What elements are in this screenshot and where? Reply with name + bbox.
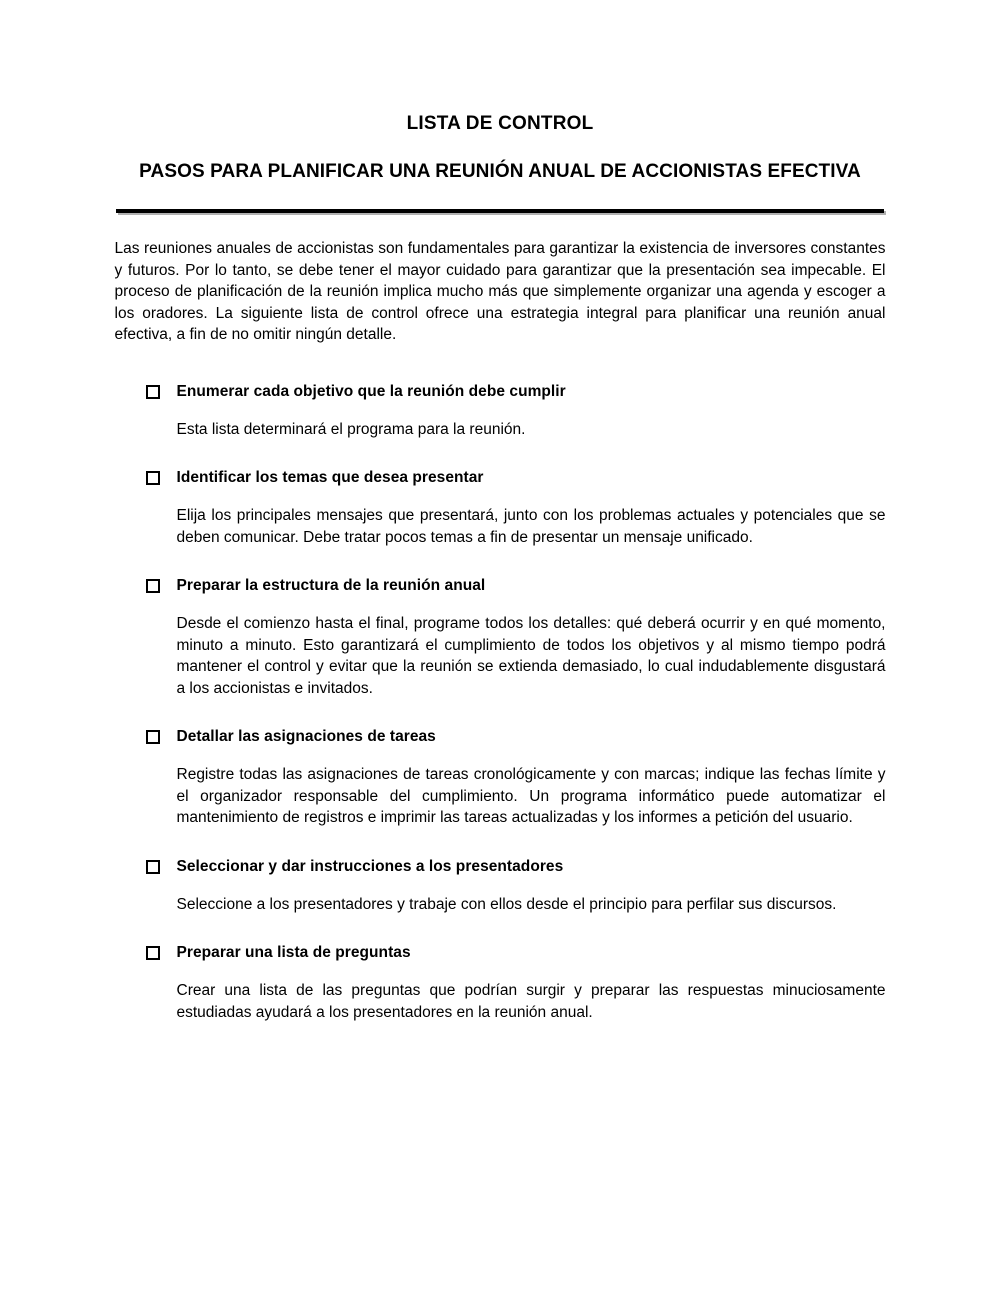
header-divider (116, 209, 884, 213)
checklist-item-heading: Identificar los temas que desea presentar (176, 469, 484, 486)
checkbox-icon[interactable] (146, 471, 160, 485)
page-title: LISTA DE CONTROL (406, 113, 594, 134)
checklist-item (115, 943, 886, 1023)
checklist-item-heading: Detallar las asignaciones de tareas (176, 728, 436, 745)
checkbox-icon[interactable] (146, 860, 160, 874)
checkbox-icon[interactable] (146, 730, 160, 744)
checklist-item-body: Crear una lista de las preguntas que podrían surgir y preparar las respuestas minuciosamente estudiadas ayudará a los presentadores en la reunión anual. (176, 982, 886, 1021)
checkbox-icon[interactable] (146, 946, 160, 960)
checklist-item-header[interactable] (115, 857, 886, 877)
checklist-item (115, 727, 886, 829)
title-block (0, 0, 1000, 183)
checklist-item (115, 468, 886, 548)
page-subtitle: PASOS PARA PLANIFICAR UNA REUNIÓN ANUAL DE ACCIONISTAS EFECTIVA (139, 161, 861, 182)
checklist-item-heading: Preparar una lista de preguntas (176, 944, 411, 961)
checkbox-icon[interactable] (146, 385, 160, 399)
checklist-item-body: Registre todas las asignaciones de tareas cronológicamente y con marcas; indique las fechas límite y el organizador responsable del cumplimiento. Un programa informático puede automatizar el mantenimiento de registros e imprimir las tareas actualizadas y los informes a petición del usuario. (176, 766, 886, 826)
checklist-item-body: Elija los principales mensajes que presentará, junto con los problemas actuales y potenciales que se deben comunicar. Debe tratar pocos temas a fin de presentar un mensaje unificado. (176, 507, 886, 546)
checklist-item-body: Desde el comienzo hasta el final, programe todos los detalles: qué deberá ocurrir y en qué momento, minuto a minuto. Esto garantizará el cumplimiento de todos los objetivos y al mismo tiempo podrá mantener el control y evitar que la reunión se extienda demasiado, lo cual indudablemente disgustará a los accionistas e invitados. (176, 615, 886, 697)
checklist-item-header[interactable] (115, 727, 886, 747)
checklist-item-heading: Preparar la estructura de la reunión anual (176, 577, 486, 594)
checkbox-icon[interactable] (146, 579, 160, 593)
checklist-item-header[interactable] (115, 943, 886, 963)
checklist-item-heading: Seleccionar y dar instrucciones a los presentadores (176, 857, 564, 875)
checklist-item-header[interactable] (115, 576, 886, 596)
checklist-item-header[interactable] (115, 468, 886, 488)
checklist-item-header[interactable] (115, 382, 886, 402)
checklist-item-heading: Enumerar cada objetivo que la reunión debe cumplir (176, 382, 566, 400)
checklist (115, 382, 886, 1024)
intro-paragraph: Las reuniones anuales de accionistas son fundamentales para garantizar la existencia de inversores constantes y futuros. Por lo tanto, se debe tener el mayor cuidado para garantizar que la presentación sea impecable. El proceso de planificación de la reunión implica mucho más que simplemente organizar una agenda y escoger a los oradores. La siguiente lista de control ofrece una estrategia integral para planificar una reunión anual efectiva, a fin de no omitir ningún detalle. (114, 240, 886, 343)
checklist-item-body: Seleccione a los presentadores y trabaje con ellos desde el principio para perfilar sus discursos. (176, 895, 837, 913)
checklist-item-body: Esta lista determinará el programa para la reunión. (176, 420, 526, 438)
checklist-item (115, 857, 886, 916)
checklist-item (115, 576, 886, 699)
checklist-item (115, 382, 886, 441)
